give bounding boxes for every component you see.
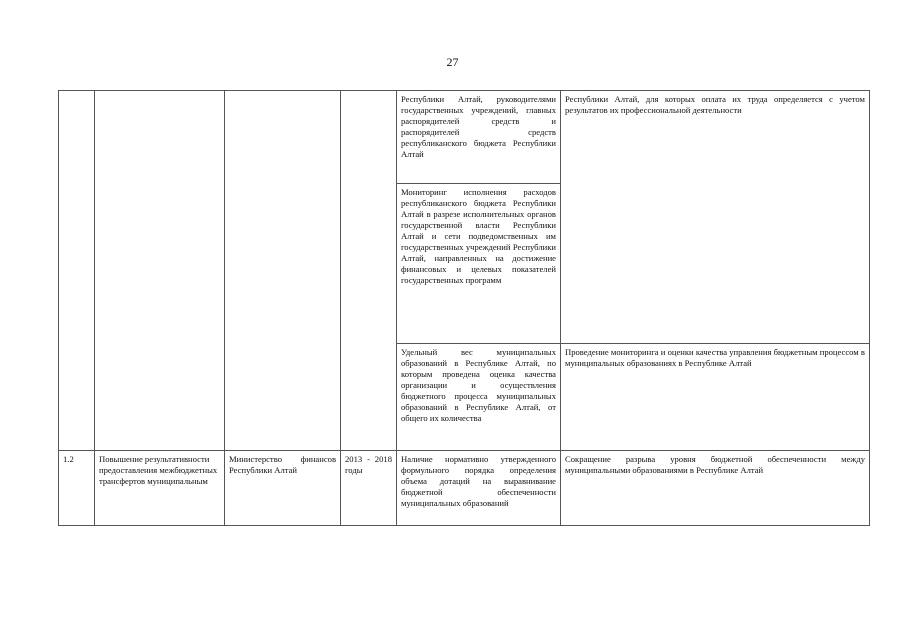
measure-name-cell	[95, 91, 225, 451]
result-cell: Республики Алтай, для которых оплата их труда определяется с учетом результатов их профессиональной деятельности	[561, 91, 870, 344]
indicator-cell: Наличие нормативно утвержденного формульного порядка определения объема дотаций на выравнивание бюджетной обеспеченности муниципальных образований	[397, 451, 561, 526]
period-cell: 2013 - 2018 годы	[341, 451, 397, 526]
indicator-cell: Мониторинг исполнения расходов республиканского бюджета Республики Алтай в разрезе исполнительных органов государственной власти Республики Алтай и сети подведомственных им государственных учреждений Республики Алтай, направленных на достижение финансовых и целевых показателей государственных программ	[397, 184, 561, 344]
indicator-cell: Республики Алтай, руководителями государственных учреждений, главных распорядителей средств и распорядителей средств республиканского бюджета Республики Алтай	[397, 91, 561, 184]
result-cell: Проведение мониторинга и оценки качества управления бюджетным процессом в муниципальных образованиях в Республике Алтай	[561, 344, 870, 451]
indicator-cell: Удельный вес муниципальных образований в Республике Алтай, по которым проведена оценка качества организации и осуществления бюджетного процесса муниципальных образований в Республике Алтай, от общего их количества	[397, 344, 561, 451]
executor-cell: Министерство финансов Республики Алтай	[225, 451, 341, 526]
period-cell	[341, 91, 397, 451]
measure-number-cell: 1.2	[59, 451, 95, 526]
table-row	[59, 451, 870, 526]
executor-cell	[225, 91, 341, 451]
program-measures-table	[58, 90, 870, 526]
measure-number-cell	[59, 91, 95, 451]
table-row	[59, 91, 870, 184]
page-number: 27	[446, 55, 459, 69]
measure-name-cell: Повышение результативности предоставления межбюджетных трансфертов муниципальным	[95, 451, 225, 526]
result-cell: Сокращение разрыва уровня бюджетной обеспеченности между муниципальными образованиями в Республике Алтай	[561, 451, 870, 526]
